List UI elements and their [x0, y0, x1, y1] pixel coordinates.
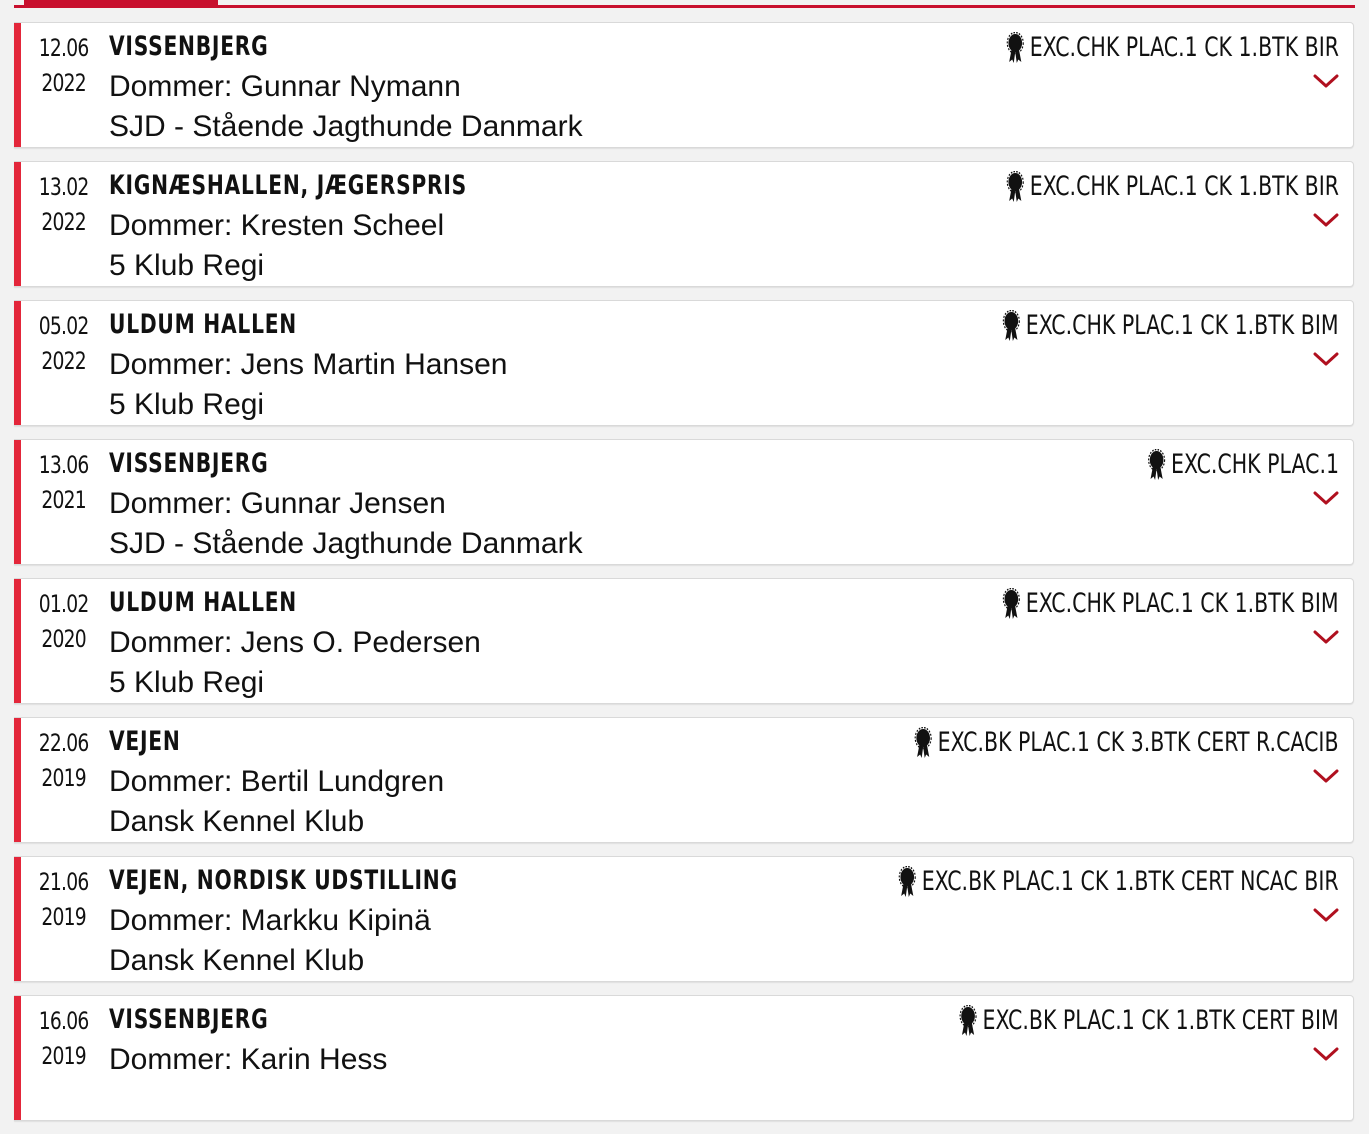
result-venue: VISSENBJERG [109, 448, 269, 479]
active-tab-indicator[interactable] [24, 0, 218, 8]
result-date-year: 2022 [41, 347, 86, 375]
rosette-icon [1005, 32, 1025, 64]
card-accent-bar [14, 996, 21, 1120]
rosette-icon [1147, 449, 1167, 481]
result-award [1002, 309, 1339, 343]
result-date-year: 2020 [41, 625, 86, 653]
result-date-day: 13.02 [38, 173, 89, 201]
chevron-down-icon [1313, 1046, 1339, 1062]
expand-button[interactable] [1313, 629, 1339, 645]
chevron-down-icon [1313, 629, 1339, 645]
expand-button[interactable] [1313, 1046, 1339, 1062]
card-accent-bar [14, 162, 21, 286]
expand-button[interactable] [1313, 490, 1339, 506]
result-judge: Dommer: Kresten Scheel [109, 209, 445, 242]
result-club: Dansk Kennel Klub [109, 944, 365, 977]
result-award-text: EXC.CHK PLAC.1 CK 1.BTK BIM [1026, 310, 1339, 341]
card-accent-bar [14, 440, 21, 564]
card-accent-bar [14, 857, 21, 981]
result-card[interactable] [14, 856, 1354, 982]
result-date-day: 21.06 [38, 868, 89, 896]
card-accent-bar [14, 301, 21, 425]
result-card[interactable] [14, 578, 1354, 704]
result-award [898, 865, 1339, 899]
result-venue: VEJEN [109, 726, 181, 757]
result-award-text: EXC.BK PLAC.1 CK 1.BTK CERT BIM [982, 1005, 1339, 1036]
result-date-year: 2019 [41, 764, 86, 792]
result-club: 5 Klub Regi [109, 666, 265, 699]
result-award-text: EXC.CHK PLAC.1 CK 1.BTK BIR [1029, 171, 1339, 202]
result-date [34, 1004, 93, 1074]
result-card[interactable] [14, 995, 1354, 1121]
result-award [1147, 448, 1339, 482]
result-date-year: 2019 [41, 903, 86, 931]
result-date-day: 01.02 [38, 590, 89, 618]
result-award [1005, 170, 1339, 204]
result-date [34, 31, 93, 101]
expand-button[interactable] [1313, 907, 1339, 923]
result-judge: Dommer: Gunnar Jensen [109, 487, 446, 520]
chevron-down-icon [1313, 768, 1339, 784]
result-award-text: EXC.CHK PLAC.1 CK 1.BTK BIR [1029, 32, 1339, 63]
result-venue: ULDUM HALLEN [109, 309, 298, 340]
rosette-icon [958, 1005, 978, 1037]
result-date-day: 13.06 [38, 451, 89, 479]
result-card[interactable] [14, 439, 1354, 565]
result-judge: Dommer: Karin Hess [109, 1043, 388, 1076]
result-judge: Dommer: Jens Martin Hansen [109, 348, 508, 381]
result-date-year: 2019 [41, 1042, 86, 1070]
result-card[interactable] [14, 717, 1354, 843]
chevron-down-icon [1313, 73, 1339, 89]
result-club: 5 Klub Regi [109, 388, 265, 421]
chevron-down-icon [1313, 351, 1339, 367]
card-accent-bar [14, 579, 21, 703]
result-date-year: 2022 [41, 208, 86, 236]
result-date [34, 309, 93, 379]
tab-bar [14, 0, 1355, 10]
result-judge: Dommer: Markku Kipinä [109, 904, 431, 937]
result-club: SJD - Stående Jagthunde Danmark [109, 110, 583, 143]
result-judge: Dommer: Jens O. Pedersen [109, 626, 481, 659]
result-venue: ULDUM HALLEN [109, 587, 298, 618]
results-list [14, 22, 1354, 1134]
result-award-text: EXC.CHK PLAC.1 CK 1.BTK BIM [1026, 588, 1339, 619]
result-card[interactable] [14, 22, 1354, 148]
result-date-day: 12.06 [38, 34, 89, 62]
result-venue: VEJEN, NORDISK UDSTILLING [109, 865, 458, 896]
result-judge: Dommer: Gunnar Nymann [109, 70, 461, 103]
expand-button[interactable] [1313, 351, 1339, 367]
card-accent-bar [14, 23, 21, 147]
rosette-icon [1005, 171, 1025, 203]
result-club: 5 Klub Regi [109, 249, 265, 282]
result-award [1002, 587, 1339, 621]
rosette-icon [898, 866, 918, 898]
rosette-icon [914, 727, 934, 759]
result-award [1005, 31, 1339, 65]
result-date [34, 865, 93, 935]
result-club: SJD - Stående Jagthunde Danmark [109, 527, 583, 560]
result-date [34, 726, 93, 796]
result-venue: VISSENBJERG [109, 31, 269, 62]
chevron-down-icon [1313, 907, 1339, 923]
result-date-day: 05.02 [38, 312, 89, 340]
chevron-down-icon [1313, 490, 1339, 506]
result-date-day: 22.06 [38, 729, 89, 757]
expand-button[interactable] [1313, 73, 1339, 89]
result-date-year: 2022 [41, 69, 86, 97]
result-date [34, 587, 93, 657]
result-card[interactable] [14, 300, 1354, 426]
result-award-text: EXC.BK PLAC.1 CK 1.BTK CERT NCAC BIR [921, 866, 1339, 897]
result-card[interactable] [14, 161, 1354, 287]
rosette-icon [1002, 588, 1022, 620]
result-award-text: EXC.BK PLAC.1 CK 3.BTK CERT R.CACIB [938, 727, 1339, 758]
rosette-icon [1002, 310, 1022, 342]
result-award [958, 1004, 1339, 1038]
expand-button[interactable] [1313, 212, 1339, 228]
expand-button[interactable] [1313, 768, 1339, 784]
result-date-year: 2021 [41, 486, 86, 514]
chevron-down-icon [1313, 212, 1339, 228]
result-judge: Dommer: Bertil Lundgren [109, 765, 445, 798]
result-date-day: 16.06 [38, 1007, 89, 1035]
card-accent-bar [14, 718, 21, 842]
result-date [34, 170, 93, 240]
result-date [34, 448, 93, 518]
result-club: Dansk Kennel Klub [109, 805, 365, 838]
result-venue: KIGNÆSHALLEN, JÆGERSPRIS [109, 170, 467, 201]
result-venue: VISSENBJERG [109, 1004, 269, 1035]
result-award [914, 726, 1339, 760]
result-award-text: EXC.CHK PLAC.1 [1171, 449, 1339, 480]
